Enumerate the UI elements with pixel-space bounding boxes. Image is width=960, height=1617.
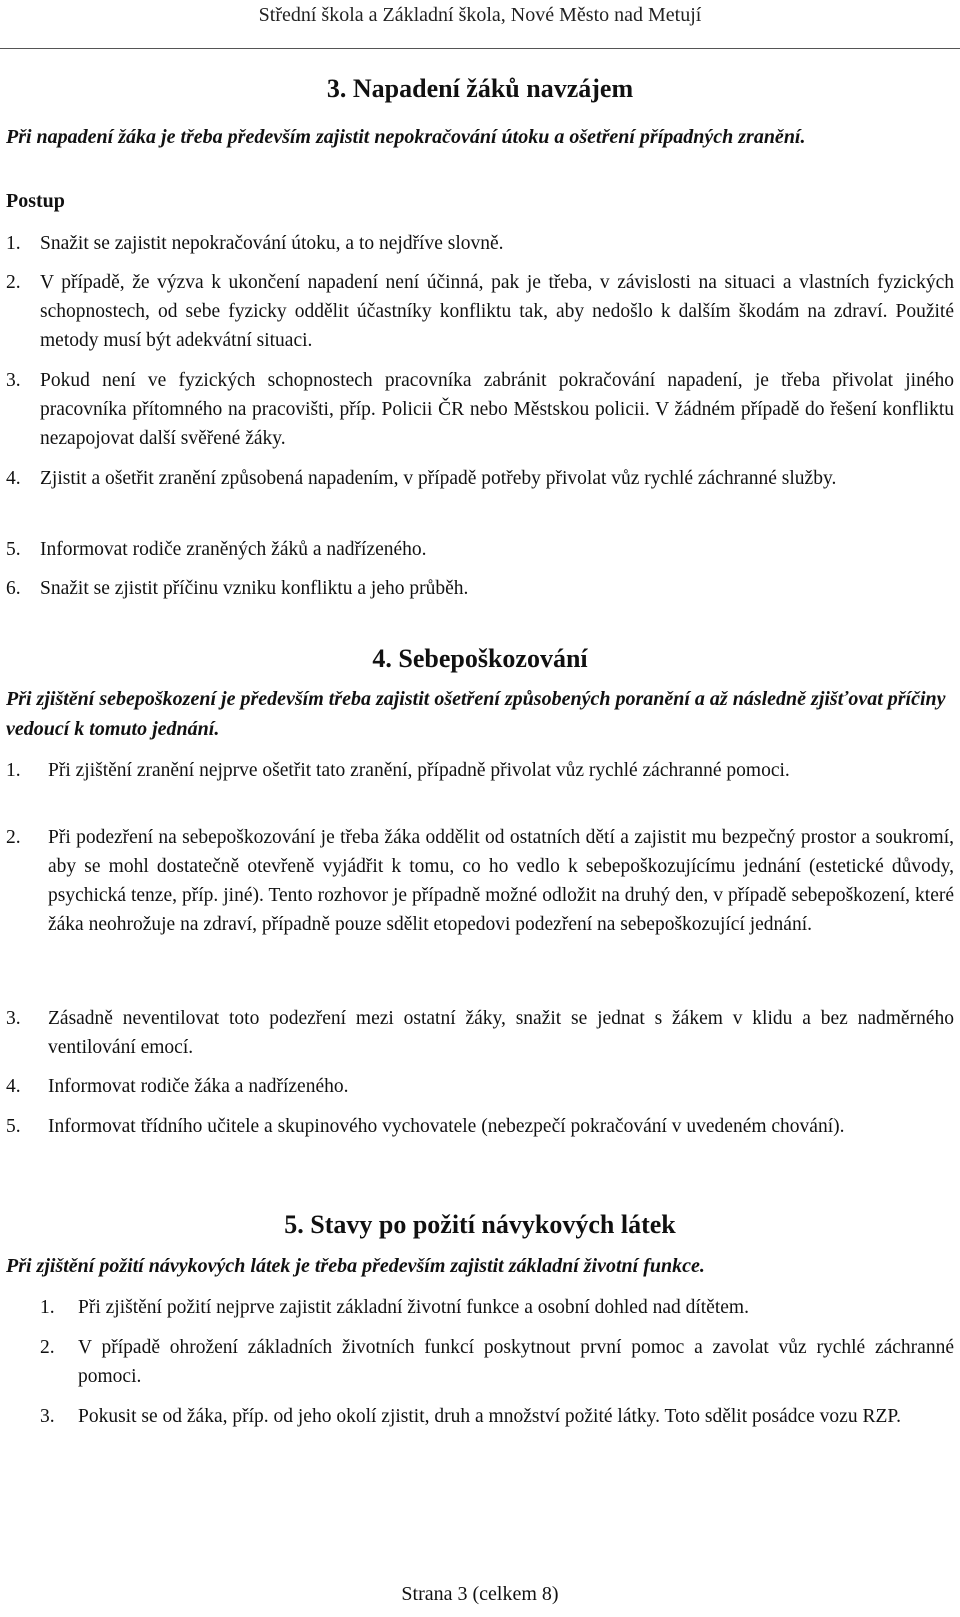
- page-footer: Strana 3 (celkem 8): [401, 1583, 559, 1605]
- list-item-text: Zjistit a ošetřit zranění způsobená napadením, v případě potřeby přivolat vůz rychlé záchranné služby.: [40, 468, 837, 489]
- section-4-title: 4. Sebepoškozování: [372, 644, 588, 673]
- list-item-text: Při podezření na sebepoškozování je třeba žáka oddělit od ostatních dětí a zajistit mu bezpečný prostor a soukromí, aby se mohl dostatečně otevřeně vyjádřit k tomu, co ho vedlo k sebepoškozujícímu jednání (estetické důvody, psychická tenze, příp. jiné). Tento rozhovor je případně možné odložit na druhý den, v případě sebepoškození, které žáka neohrožuje na zdraví, případně pouze sdělit etopedovi podezření na sebepoškozující jednání.: [48, 827, 954, 935]
- list-item-text: V případě, že výzva k ukončení napadení není účinná, pak je třeba, v závislosti na situaci a vlastních fyzických schopnostech, od sebe fyzicky oddělit účastníky konfliktu tak, aby nedošlo k dalším škodám na zdraví. Použité metody musí být adekvátní situaci.: [40, 272, 954, 351]
- list-item: [6, 268, 954, 355]
- list-item-number: 2.: [6, 827, 21, 848]
- list-item-number: 6.: [6, 578, 21, 599]
- list-item-number: 1.: [6, 233, 21, 254]
- list-item: [6, 1112, 954, 1141]
- procedure-heading: Postup: [6, 190, 65, 212]
- list-item-text: Informovat rodiče žáka a nadřízeného.: [48, 1076, 349, 1097]
- list-item: [6, 229, 954, 258]
- list-item-number: 5.: [6, 1116, 21, 1137]
- list-item-number: 3.: [6, 370, 21, 391]
- list-item-text: Pokusit se od žáka, příp. od jeho okolí zjistit, druh a množství požité látky. Toto sdělit posádce vozu RZP.: [78, 1406, 901, 1427]
- header-divider: [0, 48, 960, 49]
- list-item-number: 5.: [6, 539, 21, 560]
- list-item: [6, 535, 954, 564]
- list-item: [6, 366, 954, 453]
- section-5-lead: Při zjištění požití návykových látek je třeba především zajistit základní životní funkce.: [6, 1255, 705, 1277]
- list-item: [6, 464, 954, 493]
- list-item: [6, 1004, 954, 1062]
- list-item: [40, 1333, 954, 1391]
- list-item-number: 2.: [40, 1337, 55, 1358]
- list-item-number: 1.: [40, 1297, 55, 1318]
- list-item-number: 1.: [6, 760, 21, 781]
- section-3-lead: Při napadení žáka je třeba především zajistit nepokračování útoku a ošetření případných zranění.: [6, 126, 806, 148]
- list-item-number: 3.: [40, 1406, 55, 1427]
- list-item: [6, 1072, 954, 1101]
- section-4-lead: Při zjištění sebepoškození je především třeba zajistit ošetření způsobených poranění a až následně zjišťovat příčiny vedoucí k tomuto jednání.: [6, 688, 946, 740]
- list-item-text: Zásadně neventilovat toto podezření mezi ostatní žáky, snažit se jednat s žákem v klidu a bez nadměrného ventilování emocí.: [48, 1008, 954, 1058]
- list-item-text: Při zjištění požití nejprve zajistit základní životní funkce a osobní dohled nad dítětem.: [78, 1297, 749, 1318]
- section-5-title: 5. Stavy po požití návykových látek: [284, 1210, 676, 1239]
- page-header: Střední škola a Základní škola, Nové Město nad Metují: [258, 4, 702, 26]
- section-3-title: 3. Napadení žáků navzájem: [326, 74, 634, 103]
- list-item-number: 3.: [6, 1008, 21, 1029]
- list-item-number: 4.: [6, 468, 21, 489]
- list-item-text: Pokud není ve fyzických schopnostech pracovníka zabránit pokračování napadení, je třeba přivolat jiného pracovníka přítomného na pracovišti, příp. Policii ČR nebo Městskou policii. V žádném případě do řešení konfliktu nezapojovat další svěřené žáky.: [40, 370, 954, 449]
- list-item-text: Informovat třídního učitele a skupinového vychovatele (nebezpečí pokračování v uvedeném chování).: [48, 1116, 845, 1137]
- list-item-text: Informovat rodiče zraněných žáků a nadřízeného.: [40, 539, 427, 560]
- list-item: [40, 1293, 954, 1322]
- list-item: [40, 1402, 954, 1431]
- list-item: [6, 823, 954, 939]
- list-item-text: V případě ohrožení základních životních funkcí poskytnout první pomoc a zavolat vůz rychlé záchranné pomoci.: [78, 1337, 954, 1387]
- list-item: [6, 574, 954, 603]
- list-item-number: 2.: [6, 272, 21, 293]
- list-item-text: Při zjištění zranění nejprve ošetřit tato zranění, případně přivolat vůz rychlé záchranné pomoci.: [48, 760, 790, 781]
- list-item-number: 4.: [6, 1076, 21, 1097]
- list-item-text: Snažit se zajistit nepokračování útoku, a to nejdříve slovně.: [40, 233, 504, 254]
- list-item-text: Snažit se zjistit příčinu vzniku konfliktu a jeho průběh.: [40, 578, 469, 599]
- list-item: [6, 756, 954, 785]
